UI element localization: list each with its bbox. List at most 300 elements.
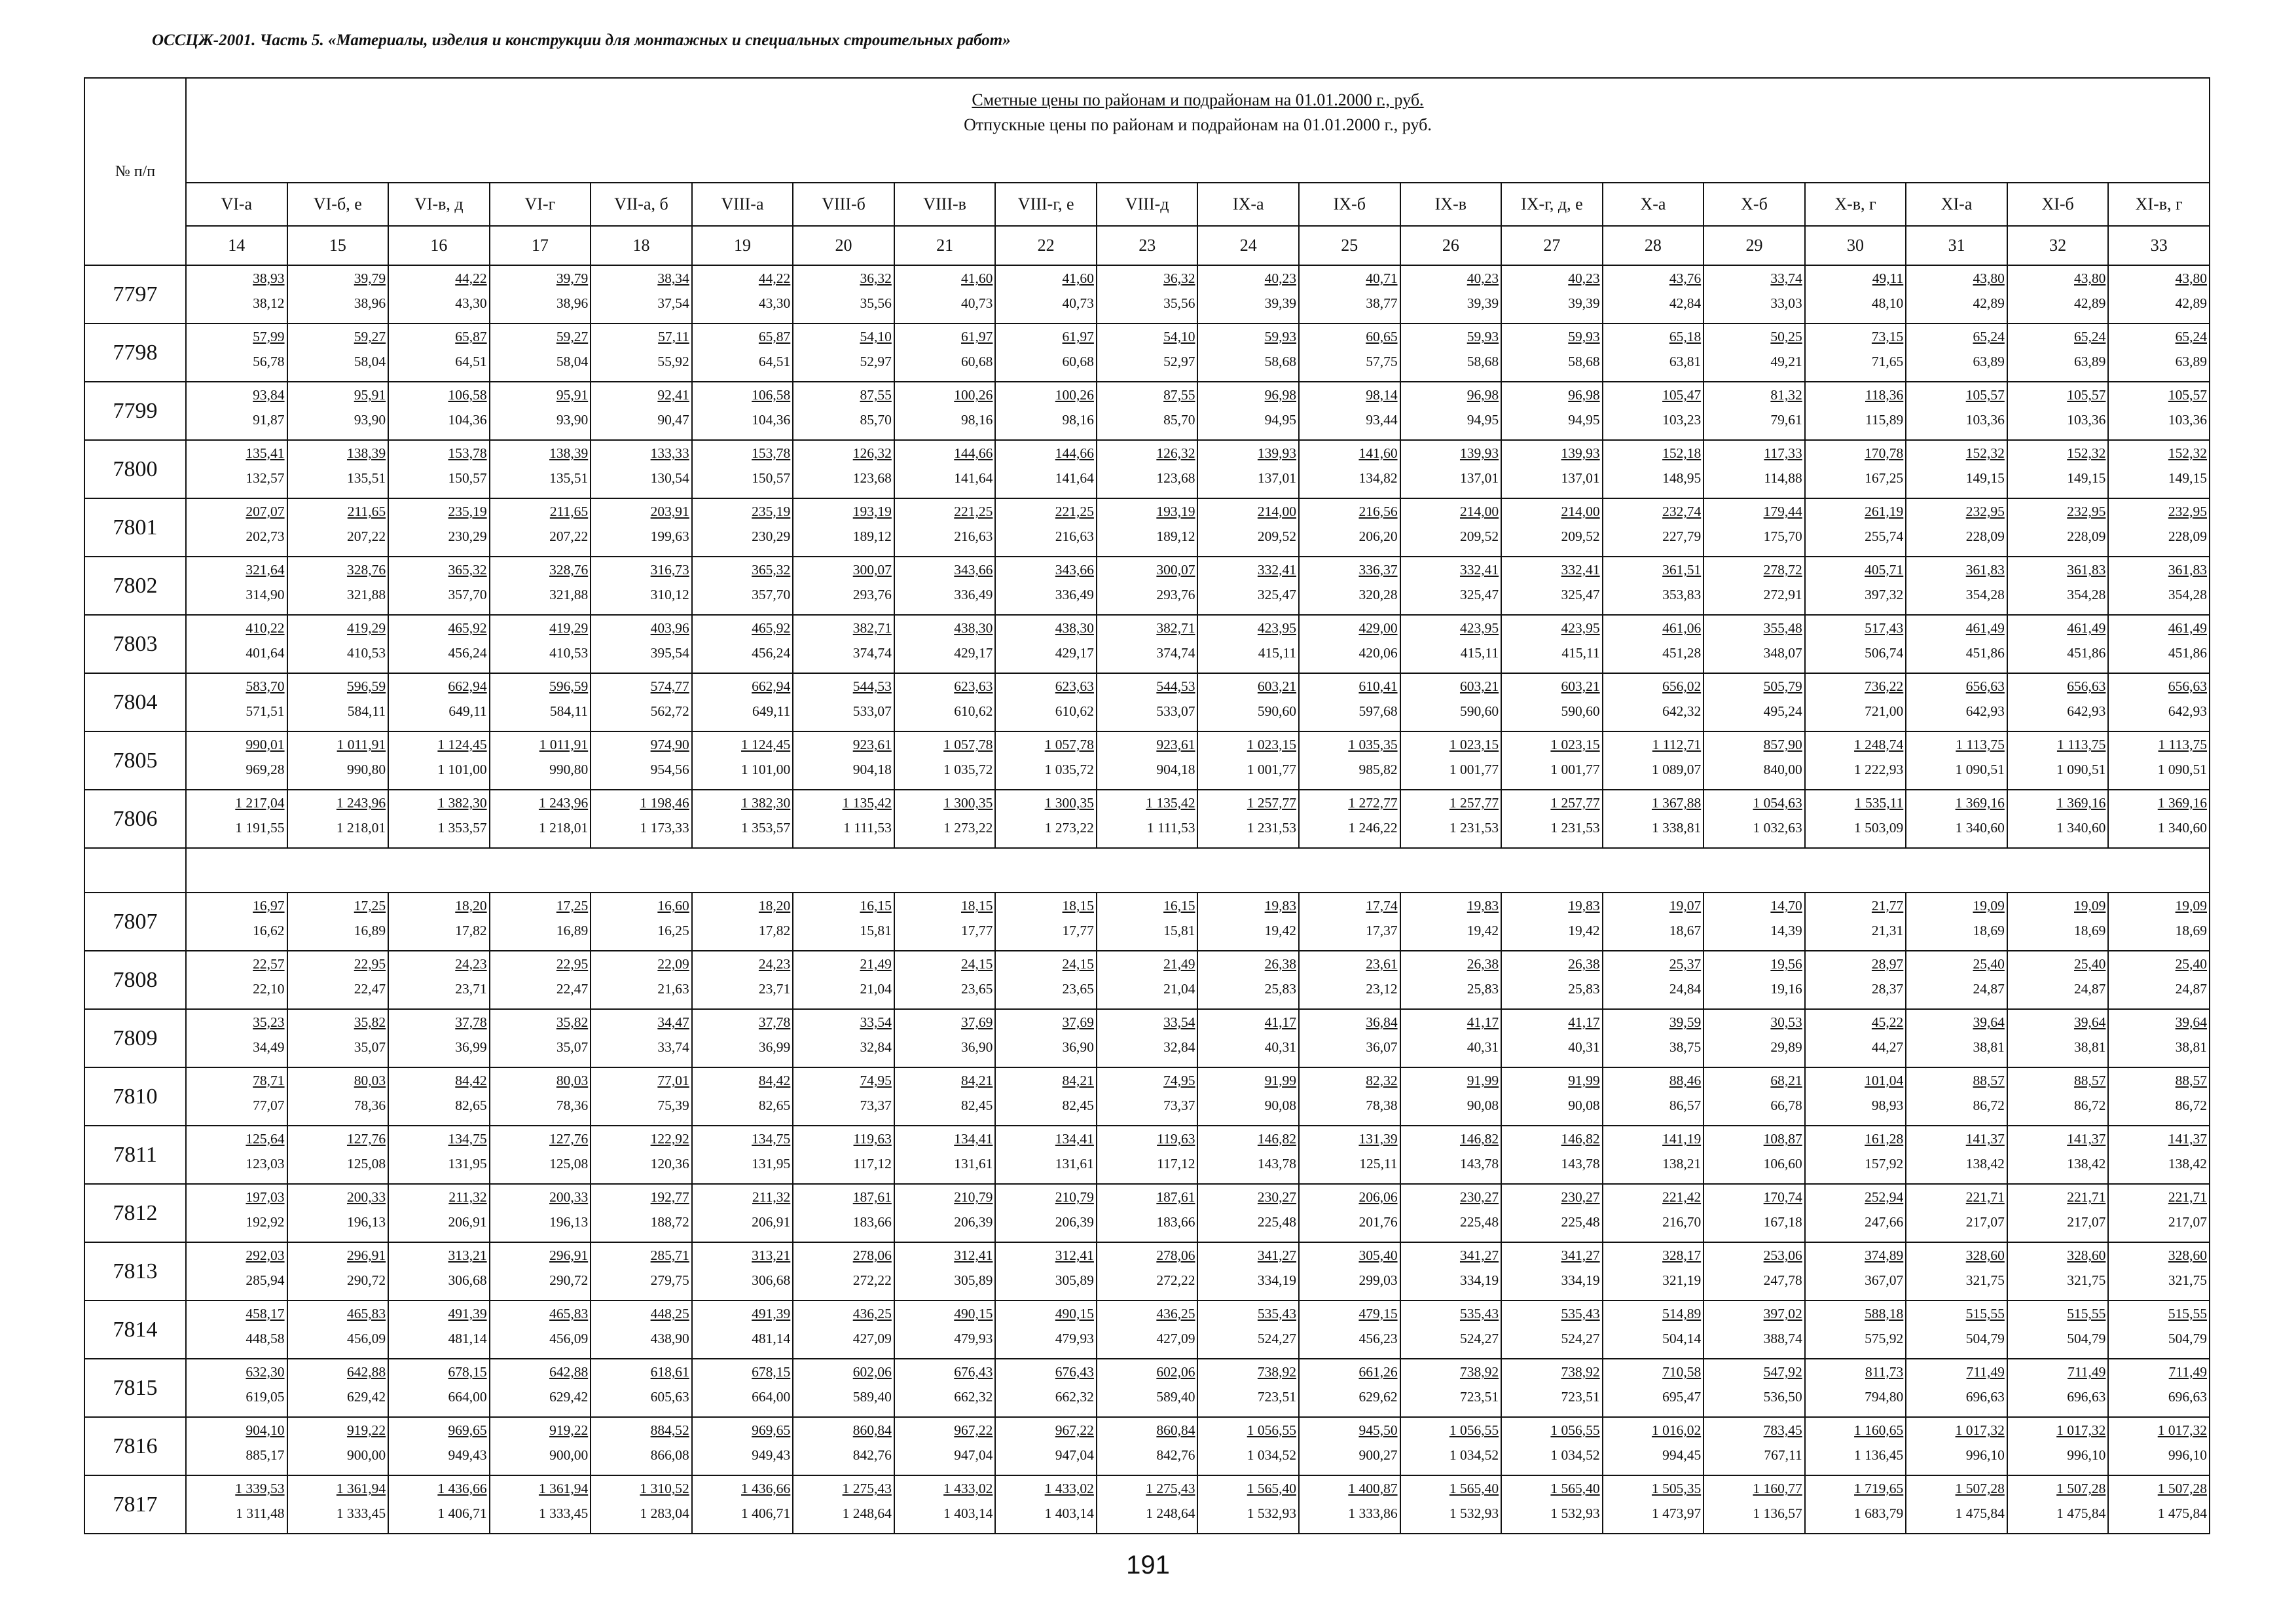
estimated-price: 22,95 bbox=[354, 956, 386, 972]
release-price: 619,05 bbox=[246, 1389, 285, 1405]
release-price: 353,83 bbox=[1662, 587, 1702, 602]
region-header: VIII-б bbox=[793, 183, 894, 226]
estimated-price: 361,51 bbox=[1662, 562, 1702, 578]
estimated-price: 37,69 bbox=[1062, 1014, 1094, 1030]
price-cell bbox=[1501, 1009, 1603, 1067]
estimated-price: 1 433,02 bbox=[1044, 1481, 1094, 1496]
estimated-price: 214,00 bbox=[1561, 504, 1600, 519]
release-price: 1 001,77 bbox=[1550, 762, 1600, 777]
estimated-price: 429,00 bbox=[1358, 620, 1398, 636]
column-number: 23 bbox=[1097, 226, 1198, 265]
price-cell bbox=[388, 498, 490, 557]
release-price: 24,87 bbox=[1973, 981, 2005, 997]
release-price: 506,74 bbox=[1865, 645, 1904, 661]
price-cell bbox=[2108, 1126, 2210, 1184]
release-price: 290,72 bbox=[346, 1272, 386, 1288]
release-price: 1 340,60 bbox=[2056, 820, 2106, 836]
estimated-price: 252,94 bbox=[1865, 1189, 1904, 1205]
estimated-price: 214,00 bbox=[1459, 504, 1499, 519]
region-header: VI-г bbox=[490, 183, 591, 226]
price-cell bbox=[1400, 265, 1502, 323]
release-price: 448,58 bbox=[246, 1331, 285, 1346]
release-price: 427,09 bbox=[1156, 1331, 1195, 1346]
price-cell bbox=[388, 382, 490, 440]
release-price: 39,39 bbox=[1467, 295, 1499, 311]
release-price: 86,72 bbox=[1973, 1098, 2005, 1113]
release-price: 695,47 bbox=[1662, 1389, 1702, 1405]
release-price: 1 353,57 bbox=[741, 820, 791, 836]
release-price: 77,07 bbox=[253, 1098, 285, 1113]
price-cell bbox=[1501, 1359, 1603, 1417]
release-price: 17,77 bbox=[961, 923, 993, 938]
estimated-price: 969,65 bbox=[448, 1422, 487, 1438]
price-cell bbox=[894, 557, 996, 615]
release-price: 24,87 bbox=[2175, 981, 2207, 997]
release-price: 723,51 bbox=[1257, 1389, 1297, 1405]
price-cell bbox=[692, 615, 793, 673]
price-cell bbox=[1299, 1184, 1400, 1242]
table-row bbox=[84, 1242, 2210, 1301]
release-price: 138,42 bbox=[2168, 1156, 2207, 1172]
release-price: 885,17 bbox=[246, 1447, 285, 1463]
price-cell bbox=[1097, 1184, 1198, 1242]
estimated-price: 1 257,77 bbox=[1550, 795, 1600, 811]
release-price: 106,60 bbox=[1763, 1156, 1802, 1172]
release-price: 94,95 bbox=[1568, 412, 1600, 428]
estimated-price: 1 113,75 bbox=[2158, 737, 2207, 752]
price-cell bbox=[1603, 1301, 1704, 1359]
price-cell bbox=[287, 1359, 389, 1417]
price-cell bbox=[1805, 1242, 1906, 1301]
release-price: 123,68 bbox=[852, 470, 892, 486]
price-cell bbox=[1400, 1475, 1502, 1534]
estimated-price: 1 535,11 bbox=[1854, 795, 1904, 811]
estimated-price: 152,32 bbox=[2168, 445, 2207, 461]
price-cell bbox=[287, 323, 389, 382]
release-price: 199,63 bbox=[650, 528, 689, 544]
release-price: 167,25 bbox=[1865, 470, 1904, 486]
estimated-price: 436,25 bbox=[1156, 1306, 1195, 1321]
price-cell bbox=[1097, 1417, 1198, 1475]
release-price: 321,75 bbox=[2067, 1272, 2106, 1288]
release-price: 1 034,52 bbox=[1247, 1447, 1297, 1463]
release-price: 131,61 bbox=[1055, 1156, 1094, 1172]
release-price: 29,89 bbox=[1770, 1039, 1802, 1055]
price-cell bbox=[287, 1242, 389, 1301]
estimated-price: 1 160,65 bbox=[1854, 1422, 1904, 1438]
price-cell bbox=[995, 790, 1097, 848]
release-price: 183,66 bbox=[1156, 1214, 1195, 1230]
estimated-price: 41,17 bbox=[1264, 1014, 1297, 1030]
release-price: 456,09 bbox=[346, 1331, 386, 1346]
estimated-price: 603,21 bbox=[1459, 678, 1499, 694]
estimated-price: 14,70 bbox=[1770, 898, 1802, 913]
estimated-price: 80,03 bbox=[354, 1073, 386, 1088]
price-cell bbox=[2108, 1359, 2210, 1417]
estimated-price: 1 310,52 bbox=[640, 1481, 689, 1496]
estimated-price: 40,23 bbox=[1568, 270, 1600, 286]
estimated-price: 423,95 bbox=[1459, 620, 1499, 636]
price-cell bbox=[2007, 951, 2109, 1009]
estimated-price: 465,83 bbox=[549, 1306, 589, 1321]
estimated-price: 1 565,40 bbox=[1550, 1481, 1600, 1496]
release-price: 947,04 bbox=[1055, 1447, 1094, 1463]
price-cell bbox=[186, 951, 287, 1009]
price-cell bbox=[894, 615, 996, 673]
release-price: 227,79 bbox=[1662, 528, 1702, 544]
price-cell bbox=[1400, 1184, 1502, 1242]
release-price: 1 475,84 bbox=[1955, 1505, 2005, 1521]
estimated-price: 974,90 bbox=[650, 737, 689, 752]
estimated-price: 884,52 bbox=[650, 1422, 689, 1438]
price-cell bbox=[1299, 498, 1400, 557]
release-price: 374,74 bbox=[852, 645, 892, 661]
price-cell bbox=[1805, 893, 1906, 951]
estimated-price: 332,41 bbox=[1561, 562, 1600, 578]
release-price: 533,07 bbox=[1156, 703, 1195, 719]
estimated-price: 35,82 bbox=[354, 1014, 386, 1030]
release-price: 52,97 bbox=[860, 354, 892, 369]
estimated-price: 328,60 bbox=[2168, 1247, 2207, 1263]
estimated-price: 36,84 bbox=[1366, 1014, 1398, 1030]
release-price: 79,61 bbox=[1770, 412, 1802, 428]
column-number: 21 bbox=[894, 226, 996, 265]
estimated-price: 134,75 bbox=[448, 1131, 487, 1147]
estimated-price: 1 565,40 bbox=[1449, 1481, 1499, 1496]
price-cell bbox=[591, 731, 692, 790]
release-price: 438,90 bbox=[650, 1331, 689, 1346]
price-cell bbox=[1197, 673, 1299, 731]
price-cell bbox=[1704, 673, 1805, 731]
estimated-price: 210,79 bbox=[954, 1189, 993, 1205]
price-cell bbox=[1906, 1475, 2007, 1534]
estimated-price: 24,15 bbox=[961, 956, 993, 972]
estimated-price: 479,15 bbox=[1358, 1306, 1398, 1321]
release-price: 1 231,53 bbox=[1247, 820, 1297, 836]
estimated-price: 139,93 bbox=[1459, 445, 1499, 461]
price-cell bbox=[692, 498, 793, 557]
price-cell bbox=[1906, 615, 2007, 673]
price-cell bbox=[995, 1067, 1097, 1126]
price-cell bbox=[995, 382, 1097, 440]
estimated-price: 547,92 bbox=[1763, 1364, 1802, 1380]
price-cell bbox=[287, 951, 389, 1009]
estimated-price: 1 243,96 bbox=[538, 795, 589, 811]
price-cell bbox=[2108, 790, 2210, 848]
estimated-price: 211,65 bbox=[549, 504, 589, 519]
release-price: 207,22 bbox=[549, 528, 589, 544]
price-cell bbox=[995, 498, 1097, 557]
estimated-price: 945,50 bbox=[1358, 1422, 1398, 1438]
price-cell bbox=[490, 673, 591, 731]
price-cell bbox=[2108, 440, 2210, 498]
release-price: 25,83 bbox=[1264, 981, 1297, 997]
price-cell bbox=[793, 440, 894, 498]
price-cell bbox=[793, 893, 894, 951]
estimated-price: 34,47 bbox=[657, 1014, 689, 1030]
price-cell bbox=[692, 1359, 793, 1417]
estimated-price: 711,49 bbox=[2068, 1364, 2106, 1380]
price-cell bbox=[1704, 1067, 1805, 1126]
estimated-price: 19,09 bbox=[2074, 898, 2106, 913]
estimated-price: 22,57 bbox=[253, 956, 285, 972]
release-price: 78,38 bbox=[1366, 1098, 1398, 1113]
price-cell bbox=[1400, 323, 1502, 382]
release-price: 395,54 bbox=[650, 645, 689, 661]
estimated-price: 1 257,77 bbox=[1449, 795, 1499, 811]
release-price: 36,90 bbox=[1062, 1039, 1094, 1055]
estimated-price: 1 257,77 bbox=[1247, 795, 1297, 811]
price-cell bbox=[995, 1126, 1097, 1184]
price-cell bbox=[186, 440, 287, 498]
release-price: 21,04 bbox=[860, 981, 892, 997]
release-price: 123,68 bbox=[1156, 470, 1195, 486]
estimated-price: 296,91 bbox=[549, 1247, 589, 1263]
estimated-price: 19,09 bbox=[2175, 898, 2207, 913]
release-price: 427,09 bbox=[852, 1331, 892, 1346]
price-cell bbox=[186, 557, 287, 615]
price-cell bbox=[591, 1359, 692, 1417]
estimated-price: 206,06 bbox=[1358, 1189, 1398, 1205]
release-price: 18,69 bbox=[2074, 923, 2106, 938]
release-price: 130,54 bbox=[650, 470, 689, 486]
price-cell bbox=[1197, 951, 1299, 1009]
release-price: 16,62 bbox=[253, 923, 285, 938]
price-cell bbox=[2007, 1242, 2109, 1301]
price-cell bbox=[1906, 265, 2007, 323]
release-price: 42,89 bbox=[1973, 295, 2005, 311]
release-price: 247,66 bbox=[1865, 1214, 1904, 1230]
estimated-price: 419,29 bbox=[346, 620, 386, 636]
column-number: 29 bbox=[1704, 226, 1805, 265]
release-price: 35,56 bbox=[1163, 295, 1195, 311]
price-cell bbox=[1704, 1126, 1805, 1184]
estimated-price: 39,64 bbox=[2074, 1014, 2106, 1030]
estimated-price: 535,43 bbox=[1561, 1306, 1600, 1321]
price-cell bbox=[692, 323, 793, 382]
release-price: 38,81 bbox=[2175, 1039, 2207, 1055]
release-prices-title: Отпускные цены по районам и подрайонам на 01.01.2000 г., руб. bbox=[964, 115, 1432, 134]
column-number: 25 bbox=[1299, 226, 1400, 265]
price-cell bbox=[1197, 1359, 1299, 1417]
estimated-price: 36,32 bbox=[1163, 270, 1195, 286]
release-price: 629,42 bbox=[549, 1389, 589, 1405]
price-cell bbox=[186, 731, 287, 790]
price-cell bbox=[894, 382, 996, 440]
release-price: 272,91 bbox=[1763, 587, 1802, 602]
release-price: 150,57 bbox=[752, 470, 791, 486]
region-header: VI-а bbox=[186, 183, 287, 226]
estimated-price: 1 369,16 bbox=[1955, 795, 2005, 811]
release-price: 996,10 bbox=[1965, 1447, 2005, 1463]
estimated-price: 341,27 bbox=[1257, 1247, 1297, 1263]
item-code: 7813 bbox=[84, 1242, 186, 1301]
price-cell bbox=[1704, 440, 1805, 498]
price-cell bbox=[1097, 790, 1198, 848]
price-cell bbox=[2108, 557, 2210, 615]
price-cell bbox=[591, 1067, 692, 1126]
price-cell bbox=[1299, 1009, 1400, 1067]
price-cell bbox=[287, 382, 389, 440]
price-cell bbox=[692, 1242, 793, 1301]
estimated-price: 17,25 bbox=[556, 898, 589, 913]
price-cell bbox=[1906, 731, 2007, 790]
column-number: 19 bbox=[692, 226, 793, 265]
table-row bbox=[84, 673, 2210, 731]
estimated-price: 1 433,02 bbox=[943, 1481, 993, 1496]
price-cell bbox=[2108, 615, 2210, 673]
price-cell bbox=[1197, 790, 1299, 848]
estimated-price: 18,15 bbox=[961, 898, 993, 913]
estimated-price: 152,32 bbox=[2067, 445, 2106, 461]
estimated-price: 1 507,28 bbox=[1955, 1481, 2005, 1496]
column-number: 17 bbox=[490, 226, 591, 265]
price-cell bbox=[995, 1475, 1097, 1534]
release-price: 321,75 bbox=[2168, 1272, 2207, 1288]
release-price: 23,71 bbox=[455, 981, 487, 997]
estimated-price: 1 057,78 bbox=[1044, 737, 1094, 752]
estimated-price: 1 361,94 bbox=[336, 1481, 386, 1496]
price-cell bbox=[1603, 440, 1704, 498]
release-price: 42,84 bbox=[1669, 295, 1702, 311]
release-price: 40,73 bbox=[961, 295, 993, 311]
release-price: 18,69 bbox=[1973, 923, 2005, 938]
estimated-price: 436,25 bbox=[852, 1306, 892, 1321]
price-cell bbox=[1906, 382, 2007, 440]
column-number: 33 bbox=[2108, 226, 2210, 265]
release-price: 597,68 bbox=[1358, 703, 1398, 719]
price-cell bbox=[591, 440, 692, 498]
release-price: 38,81 bbox=[1973, 1039, 2005, 1055]
region-header: VI-в, д bbox=[388, 183, 490, 226]
estimated-price: 1 124,45 bbox=[437, 737, 487, 752]
price-cell bbox=[287, 440, 389, 498]
region-header: X-б bbox=[1704, 183, 1805, 226]
item-code: 7804 bbox=[84, 673, 186, 731]
release-price: 82,65 bbox=[455, 1098, 487, 1113]
release-price: 1 340,60 bbox=[2157, 820, 2207, 836]
release-price: 141,64 bbox=[954, 470, 993, 486]
estimated-price: 1 113,75 bbox=[2056, 737, 2106, 752]
table-row bbox=[84, 731, 2210, 790]
release-price: 18,67 bbox=[1669, 923, 1702, 938]
estimated-price: 38,93 bbox=[253, 270, 285, 286]
price-cell bbox=[1400, 1417, 1502, 1475]
release-price: 696,63 bbox=[2168, 1389, 2207, 1405]
estimated-price: 221,71 bbox=[1965, 1189, 2005, 1205]
estimated-price: 312,41 bbox=[1055, 1247, 1094, 1263]
release-price: 456,23 bbox=[1358, 1331, 1398, 1346]
release-price: 495,24 bbox=[1763, 703, 1802, 719]
release-price: 1 136,45 bbox=[1854, 1447, 1904, 1463]
price-cell bbox=[692, 1009, 793, 1067]
release-price: 43,30 bbox=[455, 295, 487, 311]
estimated-price: 583,70 bbox=[246, 678, 285, 694]
release-price: 17,37 bbox=[1366, 923, 1398, 938]
estimated-price: 203,91 bbox=[650, 504, 689, 519]
release-price: 137,01 bbox=[1459, 470, 1499, 486]
column-number: 22 bbox=[995, 226, 1097, 265]
price-cell bbox=[1501, 1417, 1603, 1475]
estimated-price: 618,61 bbox=[650, 1364, 689, 1380]
price-cell bbox=[1299, 731, 1400, 790]
estimated-price: 133,33 bbox=[650, 445, 689, 461]
price-cell bbox=[793, 615, 894, 673]
price-cell bbox=[1501, 1301, 1603, 1359]
release-price: 1 032,63 bbox=[1753, 820, 1802, 836]
release-price: 306,68 bbox=[752, 1272, 791, 1288]
release-price: 19,42 bbox=[1467, 923, 1499, 938]
price-cell bbox=[1603, 382, 1704, 440]
price-cell bbox=[1603, 323, 1704, 382]
price-cell bbox=[2007, 615, 2109, 673]
price-cell bbox=[1501, 440, 1603, 498]
price-cell bbox=[2007, 673, 2109, 731]
estimated-price: 969,65 bbox=[752, 1422, 791, 1438]
price-cell bbox=[490, 1126, 591, 1184]
price-cell bbox=[894, 893, 996, 951]
estimated-price: 19,56 bbox=[1770, 956, 1802, 972]
release-price: 49,21 bbox=[1770, 354, 1802, 369]
release-price: 16,25 bbox=[657, 923, 689, 938]
price-cell bbox=[793, 1126, 894, 1184]
estimated-price: 41,17 bbox=[1467, 1014, 1499, 1030]
item-code: 7800 bbox=[84, 440, 186, 498]
price-cell bbox=[2108, 1009, 2210, 1067]
release-price: 420,06 bbox=[1358, 645, 1398, 661]
price-cell bbox=[1400, 1067, 1502, 1126]
price-cell bbox=[2108, 1301, 2210, 1359]
estimated-price: 24,23 bbox=[455, 956, 487, 972]
estimated-price: 22,09 bbox=[657, 956, 689, 972]
estimated-price: 232,95 bbox=[2168, 504, 2207, 519]
price-cell bbox=[1501, 1126, 1603, 1184]
estimated-price: 91,99 bbox=[1568, 1073, 1600, 1088]
price-cell bbox=[692, 673, 793, 731]
estimated-price: 1 300,35 bbox=[943, 795, 993, 811]
release-price: 38,75 bbox=[1669, 1039, 1702, 1055]
price-cell bbox=[1906, 1184, 2007, 1242]
price-cell bbox=[1299, 790, 1400, 848]
price-cell bbox=[1906, 790, 2007, 848]
release-price: 22,47 bbox=[354, 981, 386, 997]
table-row bbox=[84, 1067, 2210, 1126]
release-price: 985,82 bbox=[1358, 762, 1398, 777]
table-row bbox=[84, 1009, 2210, 1067]
release-price: 90,08 bbox=[1568, 1098, 1600, 1113]
estimated-price: 316,73 bbox=[650, 562, 689, 578]
release-price: 149,15 bbox=[1965, 470, 2005, 486]
release-price: 225,48 bbox=[1459, 1214, 1499, 1230]
price-cell bbox=[2007, 1184, 2109, 1242]
price-cell bbox=[1805, 1126, 1906, 1184]
estimated-price: 623,63 bbox=[1055, 678, 1094, 694]
price-cell bbox=[1906, 498, 2007, 557]
price-cell bbox=[388, 893, 490, 951]
estimated-price: 1 507,28 bbox=[2157, 1481, 2207, 1496]
estimated-price: 221,25 bbox=[954, 504, 993, 519]
estimated-price: 39,64 bbox=[1973, 1014, 2005, 1030]
release-price: 904,18 bbox=[852, 762, 892, 777]
price-cell bbox=[1603, 1126, 1704, 1184]
release-price: 104,36 bbox=[448, 412, 487, 428]
estimated-price: 490,15 bbox=[954, 1306, 993, 1321]
price-cell bbox=[287, 673, 389, 731]
estimated-price: 139,93 bbox=[1561, 445, 1600, 461]
estimated-price: 514,89 bbox=[1662, 1306, 1702, 1321]
price-cell bbox=[692, 265, 793, 323]
estimated-price: 39,64 bbox=[2175, 1014, 2207, 1030]
